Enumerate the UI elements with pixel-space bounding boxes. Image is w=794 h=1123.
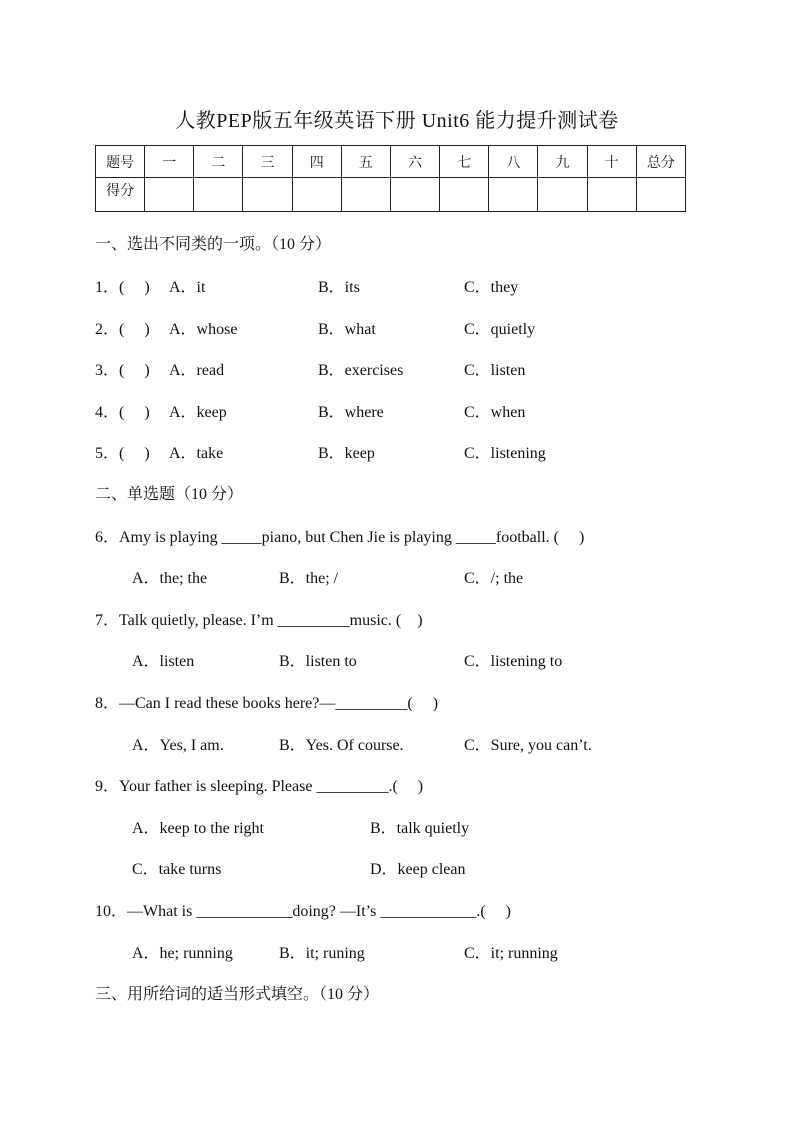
score-cell-2: 二	[194, 146, 243, 178]
q9-option-c: C．take turns	[132, 861, 222, 878]
option-c: C．quietly	[464, 321, 536, 338]
score-cell-label: 题号	[96, 146, 145, 178]
score-table	[95, 145, 686, 212]
q9-option-b: B．talk quietly	[370, 820, 470, 837]
question-10-stem: 10．—What is ____________doing? —It’s ____________.( )	[95, 903, 511, 920]
option-c: C．listen	[464, 362, 526, 379]
score-input-cell[interactable]	[390, 178, 439, 212]
question-number: 1．( )	[95, 279, 150, 296]
score-cell-total: 总分	[636, 146, 685, 178]
score-cell-4: 四	[292, 146, 341, 178]
q6-option-b: B．the; /	[279, 570, 339, 587]
question-number: 2．( )	[95, 321, 150, 338]
score-cell-1: 一	[145, 146, 194, 178]
section-2-heading: 二、单选题（10 分）	[95, 486, 244, 503]
option-b: B．keep	[318, 445, 375, 462]
score-table-score-row	[96, 178, 686, 212]
option-c: C．they	[464, 279, 519, 296]
question-number: 4．( )	[95, 404, 150, 421]
option-b: B．where	[318, 404, 384, 421]
option-b: B．its	[318, 279, 360, 296]
q7-option-b: B．listen to	[279, 653, 357, 670]
q10-option-a: A．he; running	[132, 945, 233, 962]
score-input-cell[interactable]	[489, 178, 538, 212]
q8-option-a: A．Yes, I am.	[132, 737, 224, 754]
score-input-cell[interactable]	[194, 178, 243, 212]
option-a: A．it	[169, 279, 206, 296]
question-number: 5．( )	[95, 445, 150, 462]
option-b: B．exercises	[318, 362, 404, 379]
q7-option-a: A．listen	[132, 653, 195, 670]
question-7-stem: 7．Talk quietly, please. I’m _________music. ( )	[95, 612, 423, 629]
q8-option-c: C．Sure, you can’t.	[464, 737, 592, 754]
option-b: B．what	[318, 321, 376, 338]
q8-option-b: B．Yes. Of course.	[279, 737, 404, 754]
question-8-stem: 8．—Can I read these books here?—_________( )	[95, 695, 439, 712]
score-cell-5: 五	[341, 146, 390, 178]
score-cell-3: 三	[243, 146, 292, 178]
page-title: 人教PEP版五年级英语下册 Unit6 能力提升测试卷	[175, 110, 619, 132]
q6-option-a: A．the; the	[132, 570, 208, 587]
q7-option-c: C．listening to	[464, 653, 563, 670]
section-3-heading: 三、用所给词的适当形式填空。（10 分）	[95, 986, 380, 1003]
score-input-cell[interactable]	[538, 178, 587, 212]
score-cell-7: 七	[440, 146, 489, 178]
question-9-stem: 9．Your father is sleeping. Please _________.( )	[95, 778, 424, 795]
score-input-cell[interactable]	[243, 178, 292, 212]
score-input-cell[interactable]	[292, 178, 341, 212]
score-cell-6: 六	[390, 146, 439, 178]
option-a: A．read	[169, 362, 225, 379]
q6-option-c: C．/; the	[464, 570, 524, 587]
section-1-heading: 一、选出不同类的一项。（10 分）	[95, 236, 332, 253]
score-input-cell[interactable]	[145, 178, 194, 212]
option-a: A．whose	[169, 321, 238, 338]
q10-option-b: B．it; runing	[279, 945, 365, 962]
score-cell-10: 十	[587, 146, 636, 178]
score-cell-8: 八	[489, 146, 538, 178]
q9-option-d: D．keep clean	[370, 861, 466, 878]
score-input-cell[interactable]	[587, 178, 636, 212]
score-table-header-row	[96, 146, 686, 178]
score-cell-9: 九	[538, 146, 587, 178]
option-c: C．listening	[464, 445, 546, 462]
option-c: C．when	[464, 404, 526, 421]
score-input-cell[interactable]	[440, 178, 489, 212]
score-row-label: 得分	[96, 178, 145, 212]
option-a: A．keep	[169, 404, 227, 421]
q9-option-a: A．keep to the right	[132, 820, 264, 837]
question-number: 3．( )	[95, 362, 150, 379]
q10-option-c: C．it; running	[464, 945, 558, 962]
option-a: A．take	[169, 445, 224, 462]
score-input-cell[interactable]	[341, 178, 390, 212]
question-6-stem: 6．Amy is playing _____piano, but Chen Jie is playing _____football. ( )	[95, 529, 585, 546]
score-input-cell[interactable]	[636, 178, 685, 212]
